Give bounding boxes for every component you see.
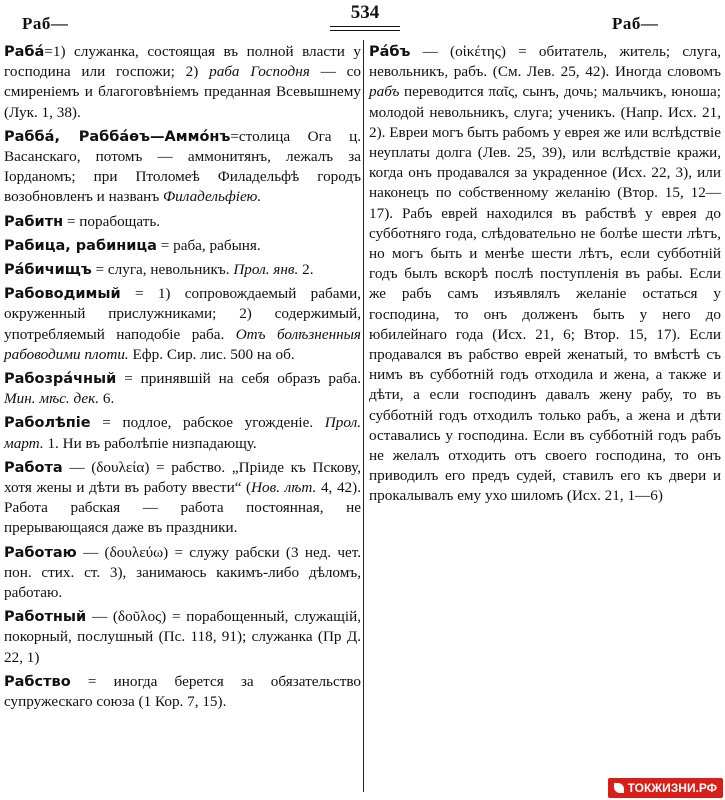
dictionary-entry <box>4 672 361 712</box>
dictionary-entry <box>4 458 361 539</box>
example: раба Господня <box>209 63 310 81</box>
source: Прол. март. <box>4 414 361 452</box>
dictionary-entry <box>4 543 361 604</box>
watermark-text: ТОКЖИЗНИ.РФ <box>627 781 717 795</box>
dictionary-entry <box>4 127 361 208</box>
definition-cont: 2. <box>298 261 314 279</box>
definition: = 1) сопровождаемый рабами, окруженный прислужниками; 2) содержимый, употребляемый наподобіе раба. <box>4 285 361 343</box>
source: Нов. лѣт. <box>251 479 317 497</box>
example: рабъ <box>369 83 400 101</box>
page-number-rule <box>330 26 400 31</box>
dictionary-entry <box>4 284 361 365</box>
definition: = подлое, рабское угожденіе. <box>90 414 325 432</box>
dictionary-entry <box>4 413 361 453</box>
definition-cont: 6. <box>99 390 115 408</box>
headword: Рабá <box>4 44 45 60</box>
definition: = принявшій на себя образъ раба. <box>116 370 361 388</box>
headword: Работный <box>4 609 87 626</box>
headword: Рабозрáчный <box>4 371 117 388</box>
right-column <box>369 42 721 511</box>
definition: = порабощать. <box>63 212 161 230</box>
watermark-badge <box>608 778 723 798</box>
headword: Раболѣпіе <box>4 415 91 432</box>
definition-cont: — со смиреніемъ и благоговѣніемъ преданная Всевышнему (Лук. 1, 38). <box>4 63 361 121</box>
example: Филадельфіею. <box>162 188 262 206</box>
dictionary-entry <box>369 42 721 507</box>
leaf-icon <box>614 783 624 793</box>
dictionary-entry <box>4 369 361 409</box>
headword: Рáбъ <box>369 44 411 60</box>
headword: Рабство <box>4 673 71 690</box>
headword: Рáбичищъ <box>4 262 92 279</box>
running-head-left: Раб— <box>22 14 69 33</box>
headword: Рабица, рабиница <box>4 237 157 254</box>
example: Отъ болѣзненныя рабоводими плоти. <box>4 325 361 363</box>
definition: =столица Ога ц. Васанскаго, потомъ — аммонитянъ, лежалъ за Іорданомъ; при Птоломеѣ Филадельфѣ городъ возобновленъ и названъ <box>4 127 362 206</box>
page-header <box>0 0 725 34</box>
headword: Рабоводимый <box>4 286 121 303</box>
dictionary-entry <box>4 42 361 123</box>
dictionary-entry <box>4 260 361 280</box>
definition-cont: 4, 42). Работа рабская — работа постоянная, не прерывающаяся даже въ праздники. <box>4 479 361 537</box>
definition: — (οἰκέτης) = обитатель, житель; слуга, невольникъ, рабъ. (См. Лев. 25, 42). Иногда словомъ <box>369 43 721 81</box>
source: Мин. мѣс. дек. <box>4 390 100 408</box>
headword: Раббá, Раббáѳъ—Аммóнъ <box>4 128 231 145</box>
headword: Работаю <box>4 544 77 561</box>
running-head-right: Раб— <box>612 14 659 33</box>
definition-cont: 1. Ни въ раболѣпіе низпадающу. <box>43 434 257 452</box>
definition: — (δουλεία) = рабство. „Пріиде къ Пскову, хотя жены и дѣти въ работу ввести“ ( <box>4 458 361 497</box>
definition: = иногда берется за обязательство супружескаго союза (1 Кор. 7, 15). <box>4 672 361 711</box>
headword: Работа <box>4 459 63 476</box>
source: Прол. янв. <box>233 261 299 279</box>
definition: — (δουλεύω) = служу рабски (3 нед. чет. пон. стих. ст. 3), занимаюсь какимъ-либо дѣломъ, работаю. <box>4 543 361 602</box>
definition-cont: Ефр. Сир. лис. 500 на об. <box>128 345 295 363</box>
definition-cont: переводится παῖς, сынъ, дочь; мальчикъ, юноша; молодой невольникъ, слуга; ученикъ. (Напр. Исх. 21, 2). Евреи могъ быть рабомъ у еврея же или вслѣдствіе неуплаты долга (Лев. 25, 39), или вслѣдствіе кражи, когда онъ продавался за украденное (Исх. 22, 3), или наконецъ по собственному желанію (Втор. 15, 12—17). Рабъ еврей находился въ рабствѣ у еврея до субботняго года, слѣдовательно не болѣе шести лѣтъ, но могъ быть и менѣе шести лѣтъ, если субботній годъ былъ вскорѣ послѣ поступленія въ рабы. Если же рабъ самъ изъявлялъ желаніе остаться у господина, то онъ долженъ быть у него до юбилейнаго года (Исх. 21, 6; Втор. 15, 17). Если продавался въ рабство еврей женатый, то вмѣстѣ съ нимъ въ субботній годъ отходила и жена, а также и дѣти, а если господинъ давалъ жену рабу, то въ субботній годъ отходилъ только рабъ, а жена и дѣти оставались у господина. Если въ субботній годъ рабъ не желалъ отходить отъ своего господина, то онъ приводилъ его предъ судей, ставилъ его къ двери и прокалывалъ ему ухо шиломъ (Исх. 21, 1—6) <box>369 83 721 505</box>
definition: =1) служанка, состоящая въ полной власти у господина или госпожи; 2) <box>4 43 361 81</box>
column-divider <box>363 40 364 792</box>
page-number: 534 <box>350 2 380 23</box>
headword: Рабитн <box>4 213 64 230</box>
dictionary-entry <box>4 212 361 232</box>
definition: = раба, рабыня. <box>156 236 261 254</box>
dictionary-entry <box>4 236 361 256</box>
dictionary-entry <box>4 607 361 668</box>
left-column <box>4 42 361 716</box>
definition: — (δοῦλος) = порабощенный, служащій, покорный, послушный (Пс. 118, 91); служанка (Пр Д. 22, 1) <box>4 608 361 666</box>
definition: = слуга, невольникъ. <box>91 261 234 279</box>
